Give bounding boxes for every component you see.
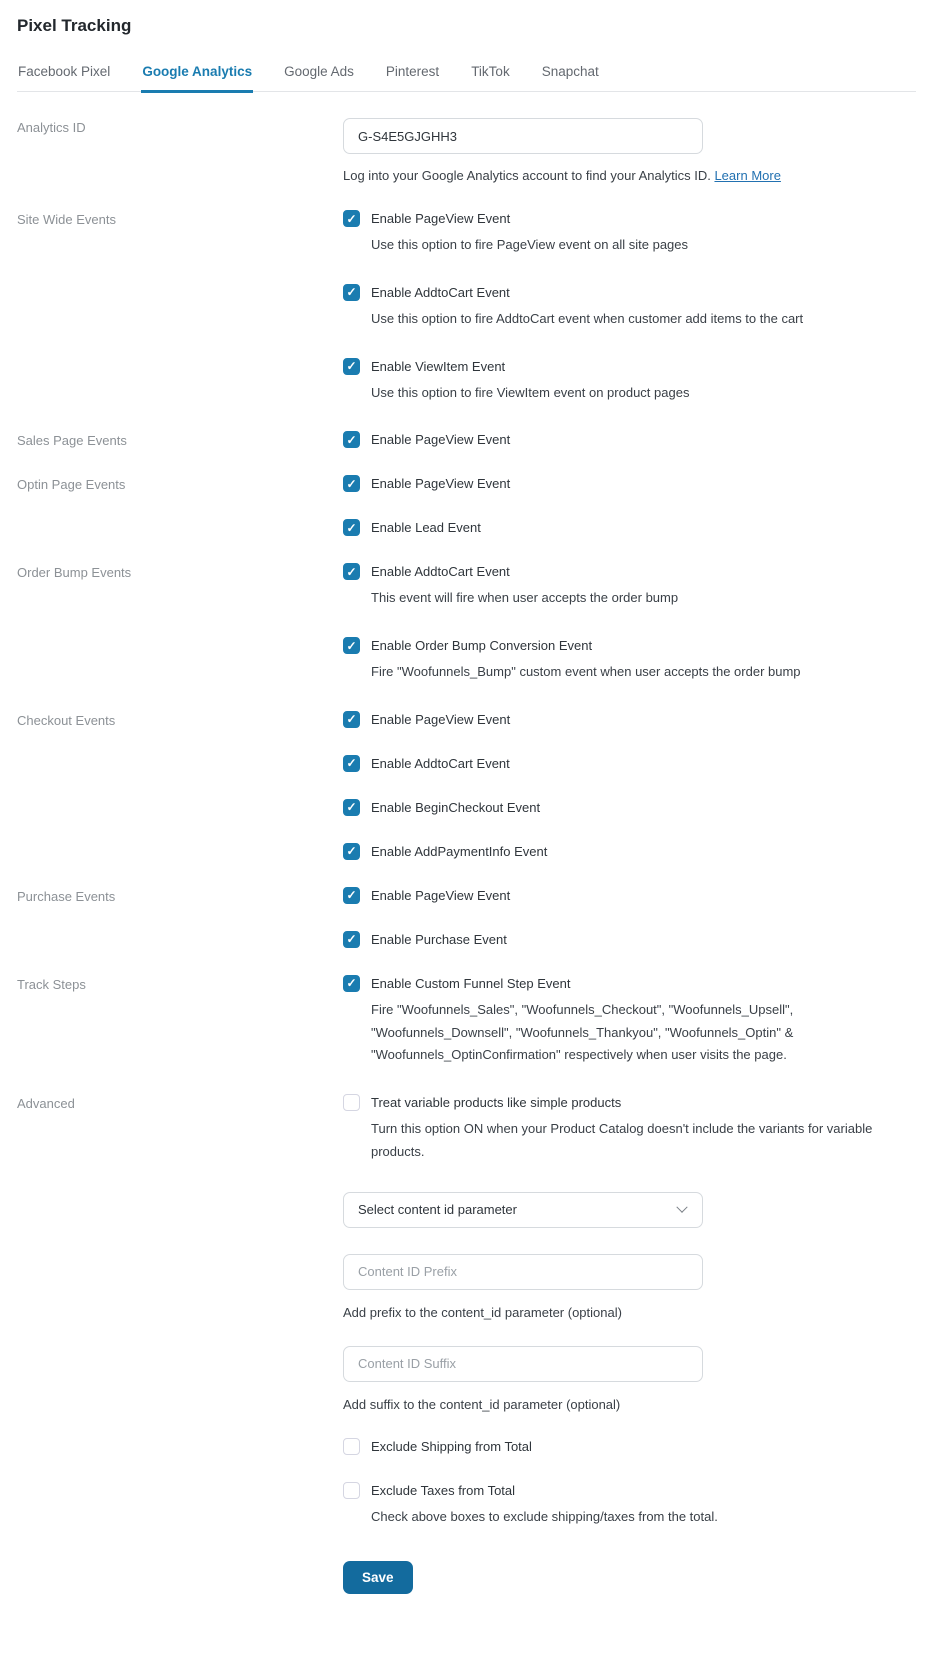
tab-google-analytics[interactable]: Google Analytics — [141, 58, 253, 93]
checkbox-label: Enable Lead Event — [371, 520, 481, 536]
checkbox-label: Enable ViewItem Event — [371, 358, 506, 374]
checkbox-label: Enable AddtoCart Event — [371, 284, 510, 300]
content-id-prefix-input[interactable] — [343, 1254, 703, 1290]
checkbox-item — [343, 519, 916, 536]
google-analytics-settings-form — [17, 92, 916, 1594]
select-value: Select content id parameter — [358, 1202, 517, 1217]
checkbox-item — [343, 284, 916, 331]
purchase-events-row — [17, 887, 916, 948]
track-steps-label: Track Steps — [17, 976, 86, 992]
checkbox-label: Enable Order Bump Conversion Event — [371, 638, 593, 653]
checkbox-lead-event[interactable] — [343, 519, 360, 536]
checkout-events-label: Checkout Events — [17, 712, 116, 728]
checkbox-label: Enable BeginCheckout Event — [371, 799, 541, 815]
checkbox-item — [343, 755, 916, 772]
checkbox-label: Exclude Taxes from Total — [371, 1482, 516, 1498]
checkbox-purchase-event[interactable] — [343, 931, 360, 948]
checkbox-pageview-event[interactable] — [343, 210, 360, 227]
checkbox-description: Use this option to fire PageView event on all site pages — [371, 237, 689, 252]
checkbox-item — [343, 475, 916, 492]
checkbox-item — [343, 799, 916, 816]
checkbox-addtocart-event[interactable] — [343, 563, 360, 580]
tab-snapchat[interactable]: Snapchat — [541, 64, 599, 79]
analytics-id-helper — [343, 168, 916, 183]
tab-tiktok[interactable]: TikTok — [471, 64, 510, 79]
optin-page-events-label: Optin Page Events — [17, 477, 126, 493]
checkbox-custom-funnel-step-event[interactable] — [343, 975, 360, 992]
checkbox-item — [343, 358, 916, 405]
advanced-label: Advanced — [17, 1096, 75, 1111]
checkbox-label: Enable AddtoCart Event — [371, 755, 510, 771]
checkbox-order-bump-conversion-event[interactable] — [343, 637, 360, 654]
checkbox-label: Enable AddPaymentInfo Event — [371, 843, 548, 859]
checkbox-item — [343, 637, 916, 684]
checkbox-description: Fire "Woofunnels_Sales", "Woofunnels_Checkout", "Woofunnels_Upsell", "Woofunnels_Downsell", "Woofunnels_Thankyou", "Woofunnels_Optin" & "Woofunnels_OptinConfirmation" respectively when user visits the page. — [371, 1001, 794, 1063]
save-row — [17, 1555, 916, 1594]
checkbox-item — [343, 843, 916, 860]
checkbox-label: Enable AddtoCart Event — [371, 564, 510, 580]
checkbox-label: Enable Purchase Event — [371, 931, 507, 947]
site-wide-events-row — [17, 210, 916, 404]
checkbox-description: This event will fire when user accepts the order bump — [371, 590, 679, 606]
analytics-id-label: Analytics ID — [17, 120, 86, 135]
checkbox-description: Turn this option ON when your Product Catalog doesn't include the variants for variable products. — [371, 1121, 873, 1159]
checkbox-variable-products[interactable] — [343, 1094, 360, 1111]
checkbox-label: Enable PageView Event — [371, 887, 511, 903]
checkbox-addtocart-event[interactable] — [343, 755, 360, 772]
order-bump-events-row — [17, 563, 916, 684]
checkbox-pageview-event[interactable] — [343, 475, 360, 492]
checkbox-item — [343, 431, 916, 448]
purchase-events-label: Purchase Events — [17, 888, 116, 904]
content-id-parameter-select[interactable] — [343, 1192, 703, 1228]
tab-google-ads[interactable]: Google Ads — [284, 64, 354, 79]
checkbox-description: Check above boxes to exclude shipping/taxes from the total. — [371, 1508, 718, 1524]
analytics-id-input[interactable] — [343, 118, 703, 154]
advanced-row — [17, 1094, 916, 1528]
checkbox-description: Use this option to fire AddtoCart event when customer add items to the cart — [371, 310, 804, 326]
sales-page-events-row — [17, 431, 916, 448]
checkbox-pageview-event[interactable] — [343, 887, 360, 904]
checkbox-label: Exclude Shipping from Total — [371, 1438, 532, 1454]
checkbox-item — [343, 1482, 916, 1529]
checkbox-exclude-shipping[interactable] — [343, 1438, 360, 1455]
checkbox-exclude-taxes[interactable] — [343, 1482, 360, 1499]
checkbox-item — [343, 563, 916, 610]
learn-more-link[interactable]: Learn More — [714, 168, 781, 183]
checkbox-item — [343, 975, 916, 1067]
checkbox-item — [343, 210, 916, 257]
sales-page-events-label: Sales Page Events — [17, 433, 127, 449]
checkbox-pageview-event[interactable] — [343, 711, 360, 728]
checkbox-viewitem-event[interactable] — [343, 358, 360, 375]
checkout-events-row — [17, 711, 916, 860]
checkbox-item — [343, 887, 916, 904]
analytics-id-helper-text: Log into your Google Analytics account to find your Analytics ID. — [343, 168, 711, 183]
checkbox-begincheckout-event[interactable] — [343, 799, 360, 816]
analytics-id-row — [17, 118, 916, 183]
tab-bar — [17, 58, 916, 92]
checkbox-item — [343, 711, 916, 728]
checkbox-item — [343, 1094, 916, 1164]
order-bump-events-label: Order Bump Events — [17, 565, 132, 581]
tab-pinterest[interactable]: Pinterest — [385, 64, 440, 79]
checkbox-label: Enable PageView Event — [371, 211, 511, 226]
checkbox-item — [343, 931, 916, 948]
checkbox-label: Treat variable products like simple products — [371, 1095, 622, 1110]
optin-page-events-row — [17, 475, 916, 536]
checkbox-label: Enable PageView Event — [371, 432, 511, 448]
tab-facebook-pixel[interactable]: Facebook Pixel — [18, 64, 111, 79]
page-title: Pixel Tracking — [17, 16, 132, 35]
checkbox-label: Enable Custom Funnel Step Event — [371, 975, 571, 991]
site-wide-events-label: Site Wide Events — [17, 212, 116, 227]
checkbox-item — [343, 1438, 916, 1455]
save-button[interactable]: Save — [343, 1561, 413, 1594]
chevron-down-icon — [676, 1201, 687, 1212]
checkbox-addtocart-event[interactable] — [343, 284, 360, 301]
checkbox-pageview-event[interactable] — [343, 431, 360, 448]
checkbox-label: Enable PageView Event — [371, 476, 511, 492]
content-id-suffix-input[interactable] — [343, 1346, 703, 1382]
checkbox-description: Fire "Woofunnels_Bump" custom event when user accepts the order bump — [371, 664, 801, 679]
checkbox-addpaymentinfo-event[interactable] — [343, 843, 360, 860]
checkbox-label: Enable PageView Event — [371, 711, 511, 727]
prefix-helper-text: Add prefix to the content_id parameter (optional) — [343, 1304, 622, 1320]
suffix-helper-text: Add suffix to the content_id parameter (optional) — [343, 1396, 621, 1412]
checkbox-description: Use this option to fire ViewItem event on product pages — [371, 384, 690, 400]
track-steps-row — [17, 975, 916, 1067]
